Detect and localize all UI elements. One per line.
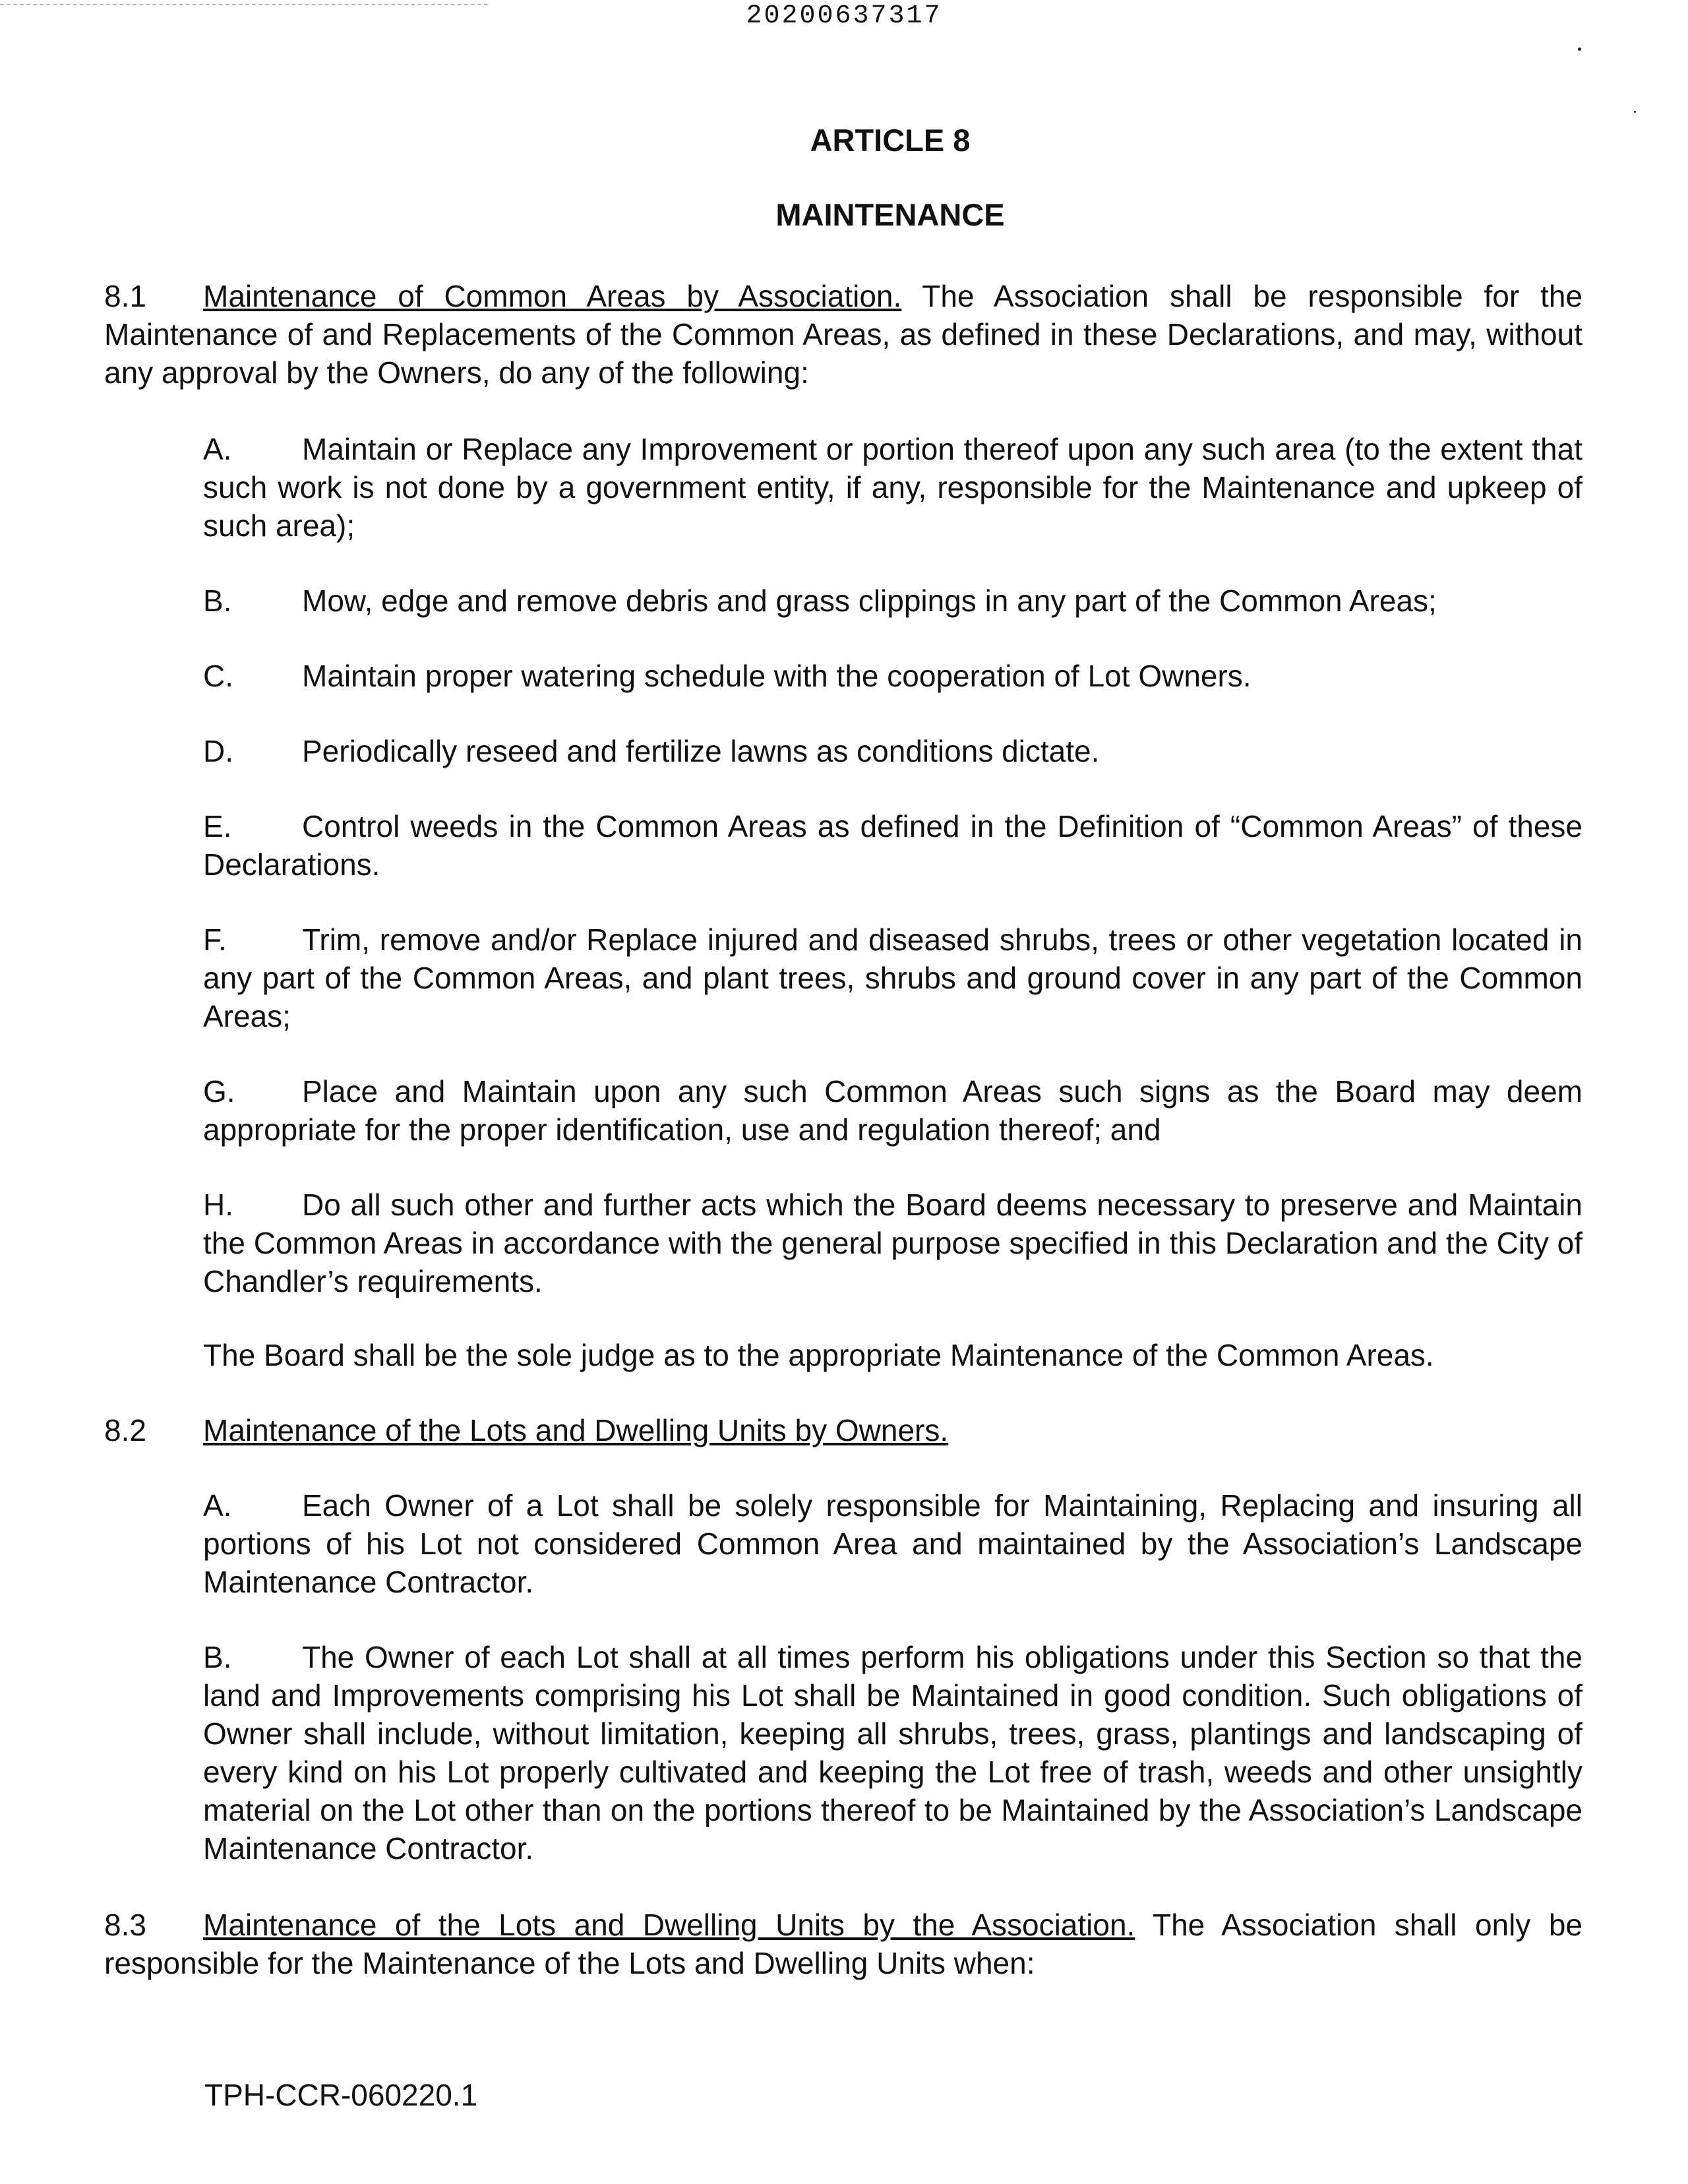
list-item <box>203 732 1582 770</box>
list-item <box>203 657 1582 695</box>
item-text: Maintain proper watering schedule with the cooperation of Lot Owners. <box>302 659 1251 693</box>
article-heading: ARTICLE 8 <box>810 123 971 158</box>
item-letter: E. <box>203 809 232 843</box>
list-item <box>203 1072 1582 1149</box>
item-text: Do all such other and further acts which the Board deems necessary to preserve and Maintain the Common Areas in accordance with the general purpose specified in this Declaration and the City of Chandler’s requirements. <box>203 1188 1582 1298</box>
section-heading: Maintenance of the Lots and Dwelling Units by Owners. <box>203 1413 949 1447</box>
section-closing: The Board shall be the sole judge as to the appropriate Maintenance of the Common Areas. <box>203 1338 1434 1372</box>
item-text: Place and Maintain upon any such Common Areas such signs as the Board may deem appropriate for the proper identification, use and regulation thereof; and <box>203 1074 1582 1147</box>
section-text: The Association shall only be responsible for the Maintenance of the Lots and Dwelling Units when: <box>104 1908 1583 1980</box>
list-item <box>203 582 1582 620</box>
section-text: The Association shall be responsible for the Maintenance of and Replacements of the Common Areas, as defined in these Declarations, and may, without any approval by the Owners, do any of the following: <box>104 279 1582 390</box>
item-text: Trim, remove and/or Replace injured and diseased shrubs, trees or other vegetation located in any part of the Common Areas, and plant trees, shrubs and ground cover in any part of the Common Areas; <box>203 923 1582 1033</box>
list-item <box>203 921 1582 1035</box>
list-item <box>203 430 1582 545</box>
recording-number: 20200637317 <box>746 1 942 31</box>
section-8-3 <box>104 1906 1582 1982</box>
item-text: Control weeds in the Common Areas as defined in the Definition of “Common Areas” of these Declarations. <box>203 809 1582 882</box>
scan-speck <box>1634 111 1636 113</box>
list-item <box>203 1486 1582 1601</box>
item-text: The Owner of each Lot shall at all times perform his obligations under this Section so that the land and Improvements comprising his Lot shall be Maintained in good condition. Such obligations of Owner shall include, without limitation, keeping all shrubs, trees, grass, plantings and landscaping of every kind on his Lot properly cultivated and keeping the Lot free of trash, weeds and other unsightly material on the Lot other than on the portions thereof to be Maintained by the Association’s Landscape Maintenance Contractor. <box>203 1640 1582 1866</box>
section-heading: Maintenance of the Lots and Dwelling Units by the Association. <box>203 1908 1135 1942</box>
item-letter: F. <box>203 923 227 957</box>
item-letter: A. <box>203 1488 232 1523</box>
list-item <box>203 1638 1582 1867</box>
item-text: Maintain or Replace any Improvement or portion thereof upon any such area (to the extent that such work is not done by a government entity, if any, responsible for the Maintenance and upkeep of such area); <box>203 432 1582 543</box>
list-item <box>203 1186 1582 1300</box>
item-letter: C. <box>203 659 233 693</box>
item-letter: A. <box>203 432 232 466</box>
list-item <box>203 807 1582 884</box>
section-number: 8.1 <box>104 279 146 313</box>
item-text: Periodically reseed and fertilize lawns as conditions dictate. <box>302 734 1100 768</box>
item-letter: H. <box>203 1188 233 1222</box>
section-8-1 <box>104 277 1582 392</box>
article-title: MAINTENANCE <box>775 197 1005 232</box>
item-letter: G. <box>203 1074 235 1108</box>
item-letter: D. <box>203 734 233 768</box>
item-text: Mow, edge and remove debris and grass clippings in any part of the Common Areas; <box>302 584 1437 618</box>
section-number: 8.2 <box>104 1413 146 1447</box>
item-text: Each Owner of a Lot shall be solely responsible for Maintaining, Replacing and insuring all portions of his Lot not considered Common Area and maintained by the Association’s Landscape Maintenance Contractor. <box>203 1488 1582 1599</box>
footer-doc-id: TPH-CCR-060220.1 <box>204 2078 478 2112</box>
section-number: 8.3 <box>104 1908 146 1942</box>
scan-speck <box>1578 47 1581 51</box>
section-8-2 <box>104 1411 1582 1449</box>
item-letter: B. <box>203 584 232 618</box>
item-letter: B. <box>203 1640 232 1674</box>
section-heading: Maintenance of Common Areas by Association. <box>203 279 902 313</box>
